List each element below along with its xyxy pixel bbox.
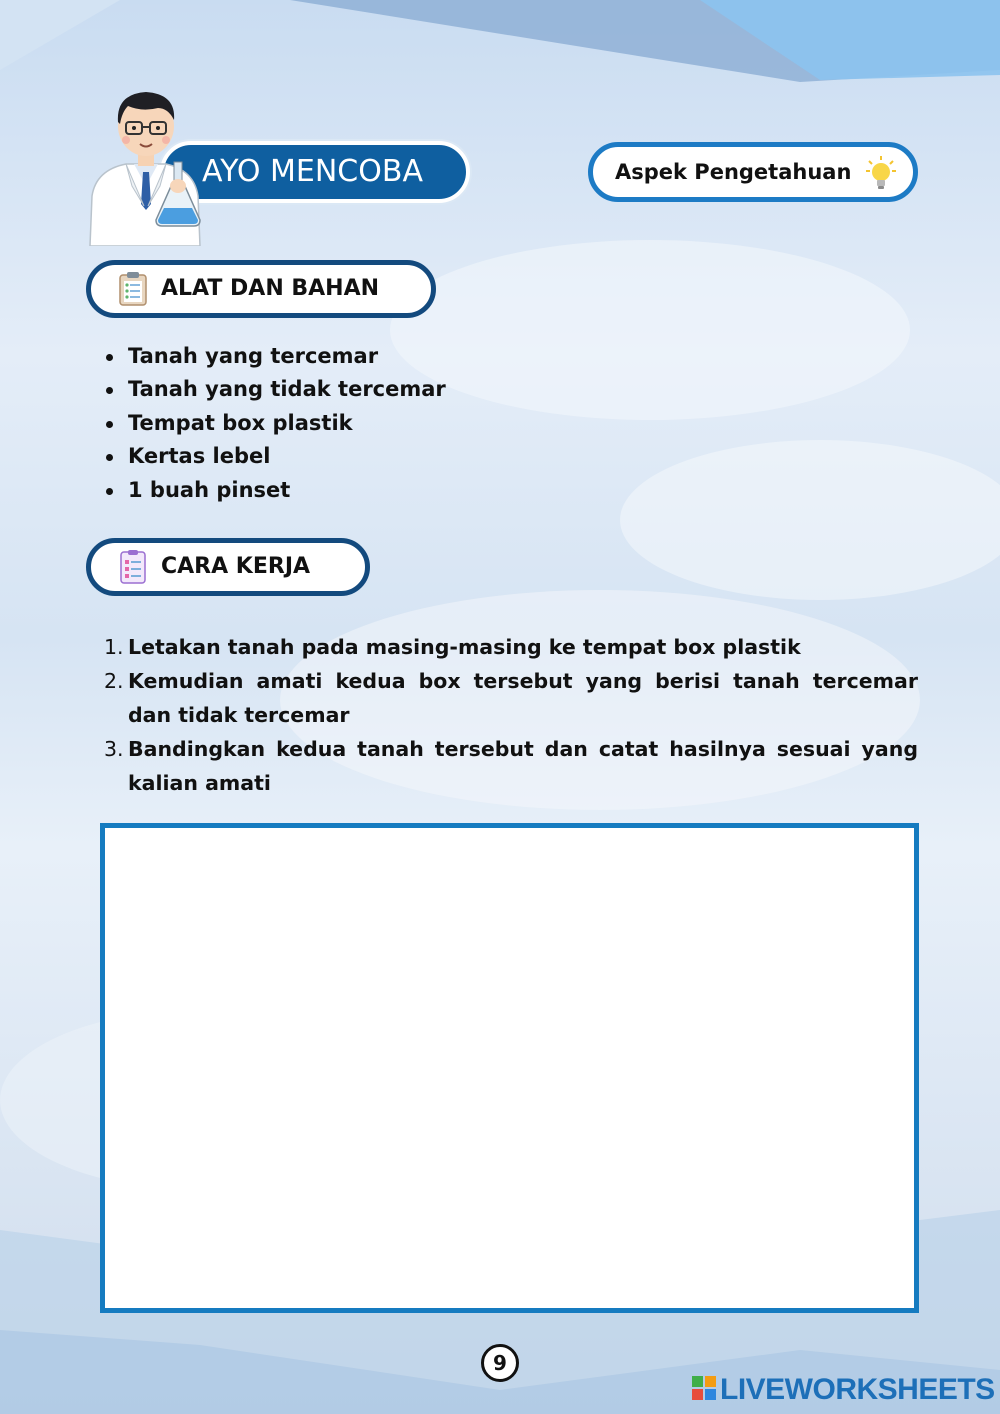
clipboard-checklist-icon: [115, 271, 151, 307]
liveworksheets-logo: [692, 1373, 995, 1407]
step-text: Bandingkan kedua tanah tersebut dan catat hasilnya sesuai yang kalian amati: [128, 737, 918, 795]
step-text: Kemudian amati kedua box tersebut yang berisi tanah tercemar dan tidak tercemar: [128, 669, 918, 727]
list-item: Kertas lebel: [128, 440, 446, 473]
section-steps-title: CARA KERJA: [161, 554, 311, 579]
step-number: 3.: [104, 737, 124, 761]
list-item: Tanah yang tidak tercemar: [128, 373, 446, 406]
liveworksheets-logo-icon: [692, 1376, 716, 1400]
scientist-illustration: [82, 86, 210, 246]
steps-list: [104, 630, 918, 800]
step-item: [104, 732, 918, 800]
section-steps-header: [86, 538, 370, 596]
aspect-badge: [588, 142, 918, 202]
lightbulb-icon: [865, 155, 897, 191]
checklist-icon: [115, 549, 151, 585]
step-item: [104, 664, 918, 732]
list-item: Tempat box plastik: [128, 407, 446, 440]
tools-list: [128, 340, 446, 507]
aspect-label: Aspek Pengetahuan: [615, 160, 852, 184]
step-number: 2.: [104, 669, 124, 693]
list-item: 1 buah pinset: [128, 474, 446, 507]
brand-text: LIVEWORKSHEETS: [720, 1373, 995, 1406]
page-number: 9: [481, 1344, 519, 1382]
answer-textbox[interactable]: [100, 823, 919, 1313]
section-tools-header: [86, 260, 436, 318]
step-text: Letakan tanah pada masing-masing ke tempat box plastik: [128, 635, 801, 659]
step-item: [104, 630, 918, 664]
step-number: 1.: [104, 635, 124, 659]
list-item: Tanah yang tercemar: [128, 340, 446, 373]
page-title-text: AYO MENCOBA: [202, 154, 423, 189]
section-tools-title: ALAT DAN BAHAN: [161, 276, 380, 301]
